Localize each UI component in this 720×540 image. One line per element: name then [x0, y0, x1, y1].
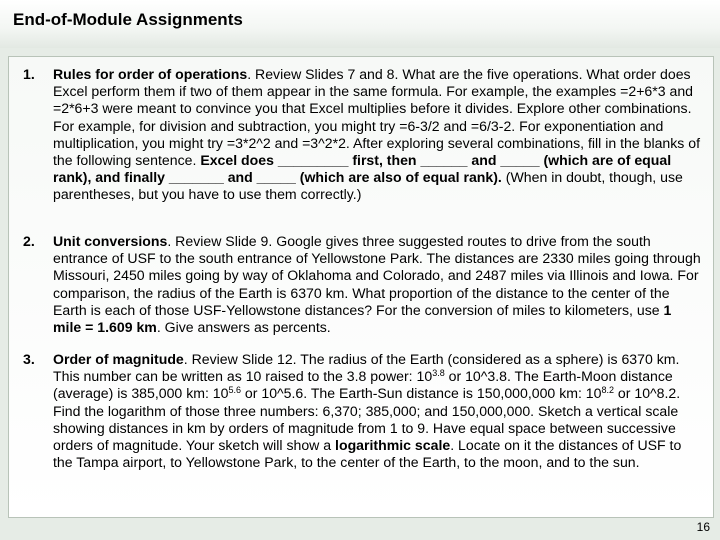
item-tail: (When in doubt, though, use parentheses, but you have to use them correctly.)	[53, 169, 683, 203]
item-text	[53, 351, 703, 471]
item-number: 2.	[23, 233, 35, 249]
page-title: End-of-Module Assignments	[13, 10, 243, 29]
exponent: 5.6	[228, 385, 241, 396]
exponent: 3.8	[432, 368, 445, 379]
conversion-factor: 1 mile = 1.609 km	[53, 301, 672, 336]
item-text-part: . Review Slide 12. The radius of the Earth (considered as a sphere) is 6370 km. This number can be written as 10 raised to the 3.8 power: 10	[53, 351, 680, 385]
item-intro: . Review Slide 9. Google gives three suggested routes to drive from the south entrance of USF to the south entrance of Yellowstone Park. The distances are 2330 miles going through Missouri, 2450 miles going by way of Oklahoma and Colorado, and 2487 miles via Illinois and Iowa. For comparison, the radius of the Earth is 6370 km. What proportion of the distance to the center of the Earth is each of those USF-Yellowstone distances? For the conversion of miles to kilometers, use	[53, 233, 701, 318]
content-panel	[8, 56, 714, 518]
fill-in-sentence: Excel does _________ first, then ______ and _____ (which are of equal rank), and finally _______ and _____ (which are also of equal rank).	[53, 152, 672, 186]
item-number: 3.	[23, 351, 35, 367]
item-text-part: . Locate on it the distances of USF to the Tampa airport, to Yellowstone Park, to the center of the Earth, to the moon, and to the sun.	[53, 437, 682, 471]
item-text	[53, 233, 703, 336]
item-number: 1.	[23, 66, 35, 82]
page-number: 16	[696, 520, 710, 534]
item-heading: Order of magnitude	[53, 351, 184, 367]
item-tail: . Give answers as percents.	[156, 319, 331, 336]
item-heading: Unit conversions	[53, 233, 168, 249]
item-text-part: or 10^8.2. Find the logarithm of those three numbers: 6,370; 385,000; and 150,000,000. Sketch a vertical scale showing distances in km by orders of magnitude from 1 to 9. Have equal space between successive orders of magnitude. Your sketch will show a	[53, 385, 681, 454]
title-bar	[0, 0, 720, 48]
item-text	[53, 66, 703, 204]
item-text-part: or 10^5.6. The Earth-Sun distance is 150,000,000 km: 10	[241, 385, 602, 402]
exponent: 8.2	[601, 385, 615, 396]
item-text-part: or 10^3.8. The Earth-Moon distance (average) is 385,000 km: 10	[53, 368, 673, 402]
item-intro: . Review Slides 7 and 8. What are the five operations. What order does Excel perform them if two of them appear in the same formula. For example, the examples =2+6*3 and =2*6+3 were meant to convince you that Excel multiplies before it divides. Explore other combinations. For example, for division and subtraction, you might try =6-3/2 and =6/3-2. For exponentiation and multiplication, you might try =3*2^2 and =3^2*2. After exploring several combinations, fill in the blanks of the following sentence.	[53, 66, 701, 169]
logarithmic-scale-term: logarithmic scale	[335, 437, 451, 454]
item-heading: Rules for order of operations	[53, 66, 248, 82]
